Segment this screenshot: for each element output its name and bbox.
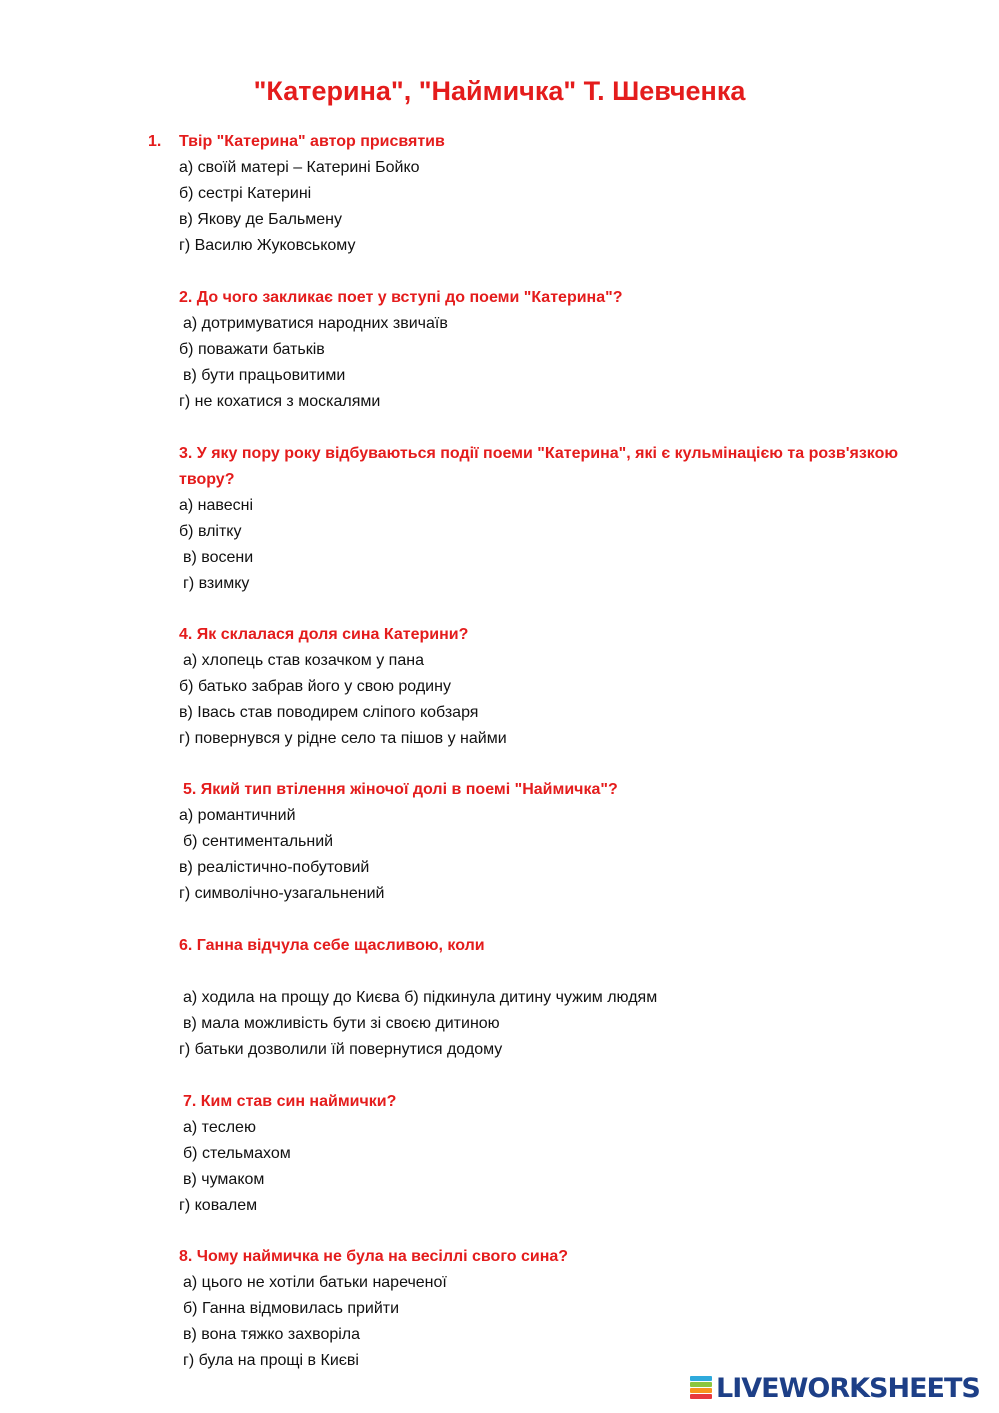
question-8-option-c[interactable]: в) вона тяжко захворіла [183,1326,361,1343]
question-6-option-c[interactable]: г) батьки дозволили їй повернутися додому [179,1041,503,1058]
question-3-option-d[interactable]: г) взимку [183,575,250,592]
question-4-option-a[interactable]: а) хлопець став козачком у пана [183,652,424,669]
question-2-option-b[interactable]: б) поважати батьків [179,341,325,358]
question-5-text: 5. Який тип втілення жіночої долі в поемі "Наймичка"? [183,781,618,798]
question-2-option-a[interactable]: а) дотримуватися народних звичаїв [183,315,448,332]
question-3-text-line1: 3. У яку пору року відбуваються події поеми "Катерина", які є кульмінацією та розв'язкою [179,445,899,462]
question-7-option-a[interactable]: а) теслею [183,1119,256,1136]
question-5-option-c[interactable]: в) реалістично-побутовий [179,859,370,876]
question-7-text: 7. Ким став син наймички? [183,1093,397,1110]
question-5-option-d[interactable]: г) символічно-узагальнений [179,885,385,902]
question-8-option-d[interactable]: г) була на прощі в Києві [183,1352,359,1369]
question-1-option-b[interactable]: б) сестрі Катерині [179,185,312,202]
question-4-option-c[interactable]: в) Івась став поводирем сліпого кобзаря [179,704,479,721]
question-2-option-d[interactable]: г) не кохатися з москалями [179,393,381,410]
question-4-option-d[interactable]: г) повернувся у рідне село та пішов у найми [179,730,507,747]
logo-bar-orange [690,1388,712,1393]
question-3-option-a[interactable]: а) навесні [179,497,254,514]
question-6-option-a[interactable]: а) ходила на прощу до Києва б) підкинула дитину чужим людям [183,989,658,1006]
question-7-option-d[interactable]: г) ковалем [179,1197,258,1214]
question-4-text: 4. Як склалася доля сина Катерини? [179,626,469,643]
question-6-option-b[interactable]: в) мала можливість бути зі своєю дитиною [183,1015,500,1032]
page-title: "Катерина", "Наймичка" Т. Шевченка [253,76,746,106]
question-5-option-a[interactable]: а) романтичний [179,807,296,824]
logo-bar-green [690,1382,712,1387]
question-4-option-b[interactable]: б) батько забрав його у свою родину [179,678,451,695]
question-5-option-b[interactable]: б) сентиментальний [183,833,334,850]
question-2-option-c[interactable]: в) бути працьовитими [183,367,346,384]
question-3-option-c[interactable]: в) восени [183,549,254,566]
logo-bar-red [690,1394,712,1399]
question-7-option-b[interactable]: б) стельмахом [183,1145,291,1162]
question-1-number: 1. [148,133,162,150]
question-3-option-b[interactable]: б) влітку [179,523,242,540]
logo-bar-blue [690,1376,712,1381]
question-3-text-line2: твору? [179,471,235,488]
question-1-text: Твір "Катерина" автор присвятив [179,133,445,150]
question-1-option-d[interactable]: г) Василю Жуковському [179,237,356,254]
question-1-option-c[interactable]: в) Якову де Бальмену [179,211,342,228]
question-2-text: 2. До чого закликає поет у вступі до поеми "Катерина"? [179,289,623,306]
question-8-option-b[interactable]: б) Ганна відмовилась прийти [183,1300,400,1317]
liveworksheets-logo [690,1373,980,1403]
question-8-option-a[interactable]: а) цього не хотіли батьки нареченої [183,1274,447,1291]
question-1-option-a[interactable]: а) своїй матері – Катерині Бойко [179,159,420,176]
brand-name: LIVEWORKSHEETS [716,1372,980,1404]
question-7-option-c[interactable]: в) чумаком [183,1171,265,1188]
question-6-text: 6. Ганна відчула себе щасливою, коли [179,937,485,954]
question-8-text: 8. Чому наймичка не була на весіллі свого сина? [179,1248,569,1265]
liveworksheets-logo-icon [690,1376,712,1400]
